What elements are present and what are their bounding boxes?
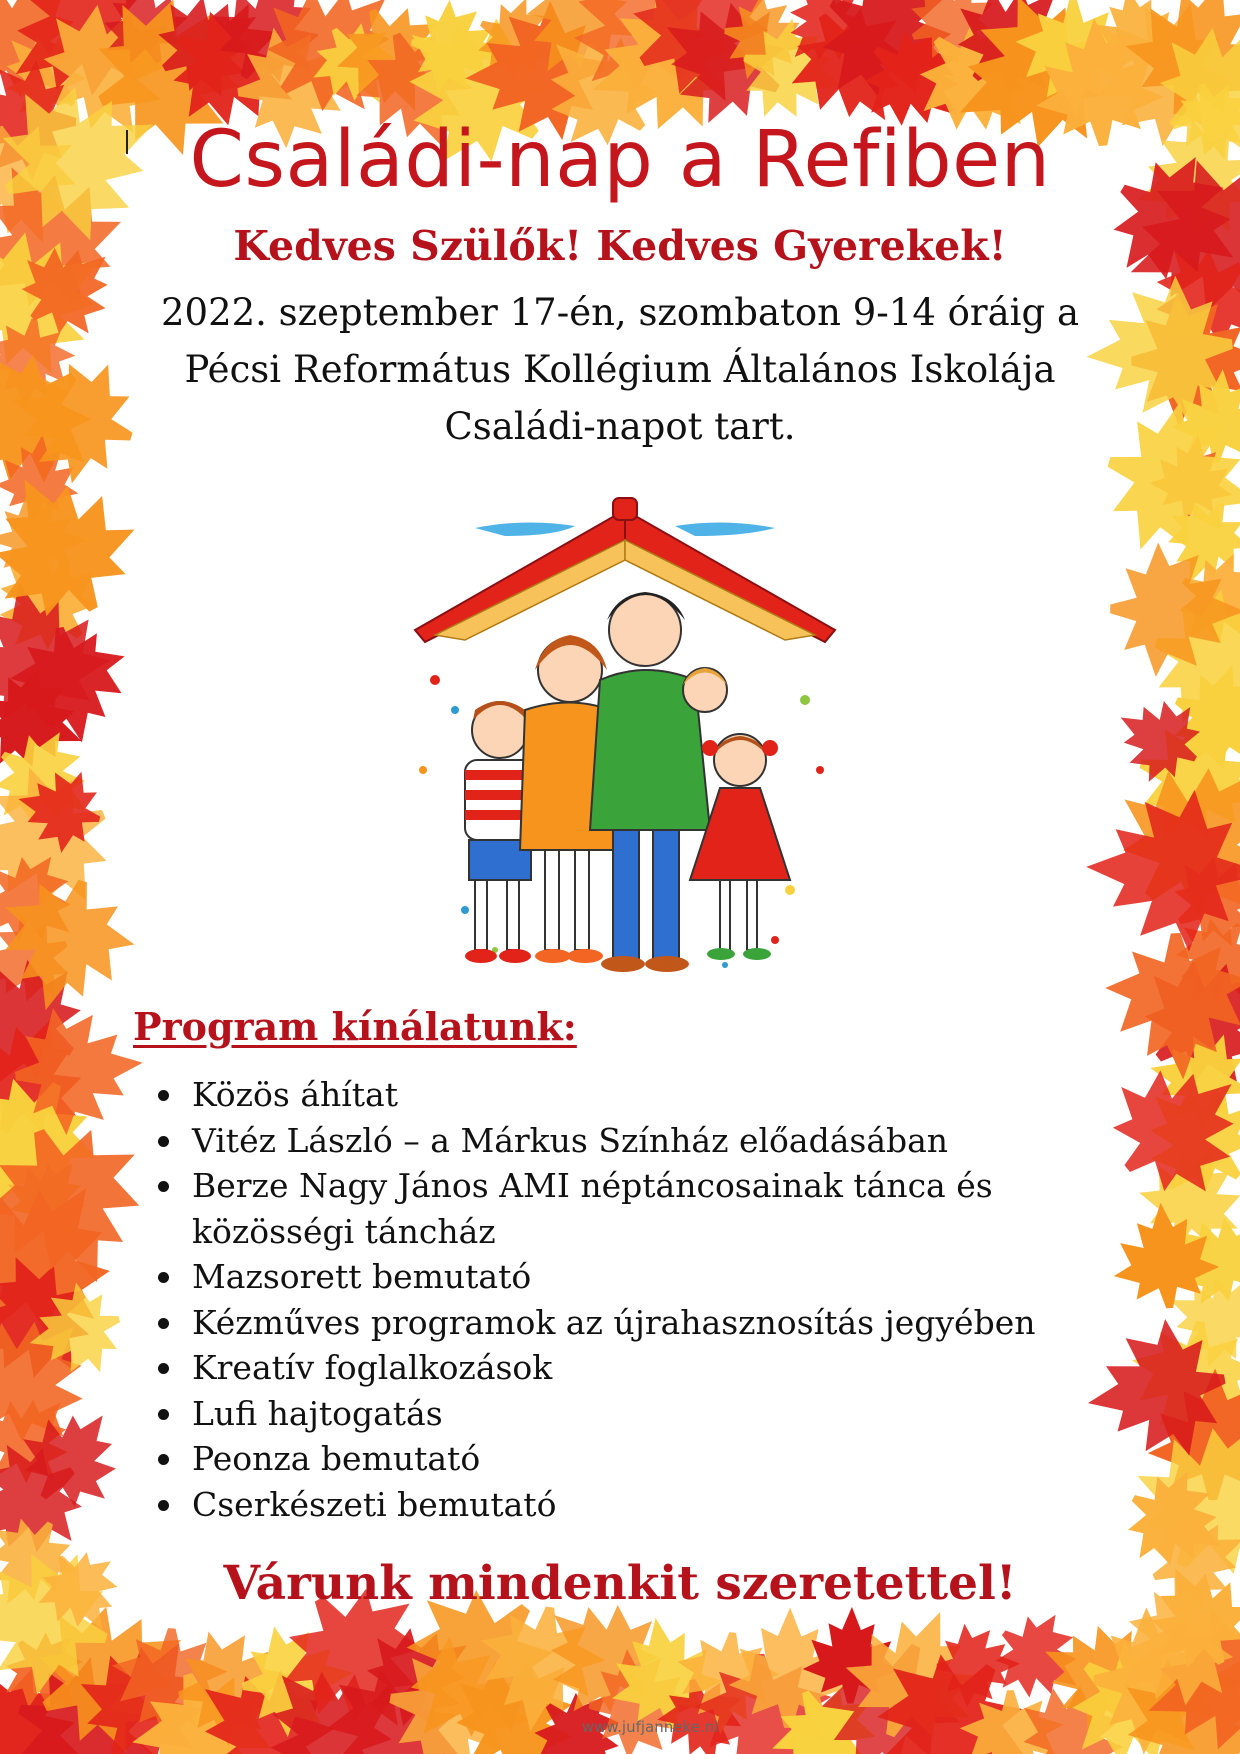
program-list	[150, 1072, 1100, 1527]
event-intro	[120, 284, 1120, 455]
family-under-book-illustration	[395, 470, 855, 990]
program-item: Peonza bemutató	[150, 1436, 1100, 1482]
bullet-icon	[158, 1363, 169, 1374]
program-item: Vitéz László – a Márkus Színház előadásában	[150, 1118, 1100, 1164]
watermark: www.jufjanneke.nl	[581, 1718, 719, 1736]
intro-line-3: Családi-napot tart.	[444, 405, 796, 448]
bullet-icon	[158, 1181, 169, 1192]
program-item: Cserkészeti bemutató	[150, 1482, 1100, 1528]
program-item: Közös áhítat	[150, 1072, 1100, 1118]
small-child-icon	[683, 668, 727, 712]
bullet-icon	[158, 1454, 169, 1465]
bullet-icon	[158, 1318, 169, 1329]
program-item: Berze Nagy János AMI néptáncosainak tánca és közösségi táncház	[150, 1163, 1100, 1254]
text-cursor	[126, 130, 128, 154]
program-item: Kreatív foglalkozások	[150, 1345, 1100, 1391]
bullet-icon	[158, 1090, 169, 1101]
intro-line-2: Pécsi Református Kollégium Általános Iskolája	[184, 348, 1056, 391]
bullet-icon	[158, 1409, 169, 1420]
program-item: Lufi hajtogatás	[150, 1391, 1100, 1437]
bullet-icon	[158, 1500, 169, 1511]
program-item: Kézműves programok az újrahasznosítás jegyében	[150, 1300, 1100, 1346]
program-item: Mazsorett bemutató	[150, 1254, 1100, 1300]
father-green-shirt-icon	[590, 592, 710, 972]
poster-title: Családi-nap a Refiben	[189, 115, 1051, 205]
program-heading: Program kínálatunk:	[133, 1004, 577, 1049]
closing-message: Várunk mindenkit szeretettel!	[223, 1556, 1017, 1611]
greeting-heading: Kedves Szülők! Kedves Gyerekek!	[233, 222, 1007, 270]
bullet-icon	[158, 1272, 169, 1283]
girl-red-dress-icon	[690, 734, 790, 960]
bullet-icon	[158, 1136, 169, 1147]
intro-line-1: 2022. szeptember 17-én, szombaton 9-14 óráig a	[160, 291, 1080, 334]
